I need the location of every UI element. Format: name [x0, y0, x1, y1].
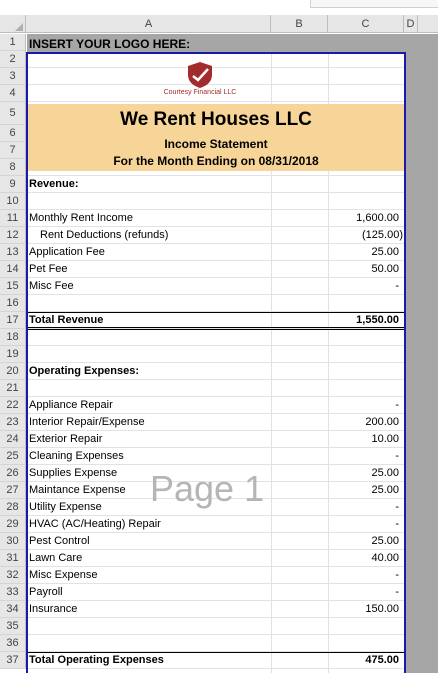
row-header[interactable]: 31 — [0, 550, 26, 567]
ribbon-edge — [310, 0, 438, 8]
total-revenue-top-rule — [27, 312, 405, 313]
expense-item-label[interactable]: Misc Expense — [29, 569, 98, 581]
row-header[interactable]: 24 — [0, 431, 26, 448]
row-header[interactable]: 14 — [0, 261, 26, 278]
expense-item-amount[interactable]: 40.00 — [371, 552, 399, 564]
expense-item-amount[interactable]: - — [395, 399, 399, 411]
expense-item-amount[interactable]: - — [395, 569, 399, 581]
expense-item-amount[interactable]: 25.00 — [371, 484, 399, 496]
company-name[interactable]: We Rent Houses LLC — [120, 109, 312, 130]
expense-item-label[interactable]: Utility Expense — [29, 501, 102, 513]
row-header[interactable]: 13 — [0, 244, 26, 261]
statement-title[interactable]: Income Statement — [164, 137, 268, 151]
expense-item-label[interactable]: Lawn Care — [29, 552, 83, 564]
row-header[interactable]: 9 — [0, 176, 26, 193]
row-header[interactable]: 27 — [0, 482, 26, 499]
expense-item-label[interactable]: Interior Repair/Expense — [29, 416, 145, 428]
total-expenses-label[interactable]: Total Operating Expenses — [29, 654, 164, 666]
row-header[interactable]: 8 — [0, 159, 26, 176]
expense-item-amount[interactable]: 25.00 — [371, 467, 399, 479]
row-header[interactable]: 10 — [0, 193, 26, 210]
logo-name: Courtesy Financial LLC — [163, 89, 237, 96]
expense-item-amount[interactable]: - — [395, 450, 399, 462]
total-revenue-amount[interactable]: 1,550.00 — [356, 314, 399, 326]
select-all-button[interactable] — [0, 15, 26, 33]
company-logo — [160, 60, 240, 102]
expense-item-amount[interactable]: 25.00 — [371, 535, 399, 547]
grid-row — [27, 329, 438, 346]
row-header[interactable]: 36 — [0, 635, 26, 652]
row-header[interactable]: 29 — [0, 516, 26, 533]
expense-item-label[interactable]: Insurance — [29, 603, 78, 615]
row-header[interactable]: 16 — [0, 295, 26, 312]
shield-check-icon — [160, 60, 240, 90]
total-underline — [27, 327, 405, 330]
row-header[interactable]: 5 — [0, 102, 26, 125]
statement-period[interactable]: For the Month Ending on 08/31/2018 — [113, 154, 319, 168]
expense-item-amount[interactable]: - — [395, 586, 399, 598]
column-header-c[interactable]: C — [328, 15, 404, 33]
row-header[interactable]: 17 — [0, 312, 26, 329]
grid-row — [27, 346, 438, 363]
row-header[interactable]: 4 — [0, 85, 26, 102]
column-header-row — [0, 15, 438, 33]
row-header[interactable]: 7 — [0, 142, 26, 159]
row-header[interactable]: 1 — [0, 34, 26, 51]
revenue-heading[interactable]: Revenue: — [29, 178, 79, 190]
row-header[interactable]: 28 — [0, 499, 26, 516]
expense-item-label[interactable]: Appliance Repair — [29, 399, 113, 411]
column-header-d[interactable]: D — [404, 15, 418, 33]
row-header[interactable]: 6 — [0, 125, 26, 142]
grid-row — [27, 618, 438, 635]
row-header[interactable]: 3 — [0, 68, 26, 85]
revenue-item-label[interactable]: Misc Fee — [29, 280, 74, 292]
expense-item-amount[interactable]: 150.00 — [365, 603, 399, 615]
row-header[interactable]: 22 — [0, 397, 26, 414]
expense-item-label[interactable]: Maintance Expense — [29, 484, 126, 496]
row-header[interactable]: 25 — [0, 448, 26, 465]
logo-prompt[interactable]: INSERT YOUR LOGO HERE: — [29, 37, 191, 51]
row-header[interactable]: 18 — [0, 329, 26, 346]
revenue-item-amount[interactable]: - — [395, 280, 399, 292]
column-header-a[interactable]: A — [27, 15, 271, 33]
revenue-item-label[interactable]: Pet Fee — [29, 263, 68, 275]
expense-item-label[interactable]: HVAC (AC/Heating) Repair — [29, 518, 161, 530]
expense-item-amount[interactable]: 10.00 — [371, 433, 399, 445]
grid-row — [27, 635, 438, 652]
column-header-b[interactable]: B — [271, 15, 328, 33]
row-header[interactable]: 32 — [0, 567, 26, 584]
revenue-item-amount[interactable]: 1,600.00 — [356, 212, 399, 224]
total-expenses-top-rule — [27, 652, 405, 653]
row-header[interactable]: 19 — [0, 346, 26, 363]
revenue-item-label[interactable]: Rent Deductions (refunds) — [40, 229, 169, 241]
expense-item-label[interactable]: Payroll — [29, 586, 63, 598]
title-strip — [0, 0, 438, 15]
expense-item-label[interactable]: Supplies Expense — [29, 467, 118, 479]
page-watermark: Page 1 — [150, 468, 265, 509]
total-revenue-label[interactable]: Total Revenue — [29, 314, 104, 326]
row-header[interactable]: 33 — [0, 584, 26, 601]
revenue-item-amount[interactable]: 50.00 — [371, 263, 399, 275]
row-header[interactable]: 35 — [0, 618, 26, 635]
row-header[interactable]: 26 — [0, 465, 26, 482]
grid-row — [27, 193, 438, 210]
expense-item-label[interactable]: Pest Control — [29, 535, 90, 547]
row-header[interactable]: 23 — [0, 414, 26, 431]
revenue-item-amount[interactable]: (125.00) — [362, 229, 403, 241]
expense-item-label[interactable]: Exterior Repair — [29, 433, 103, 445]
expense-item-amount[interactable]: - — [395, 518, 399, 530]
revenue-item-label[interactable]: Application Fee — [29, 246, 105, 258]
row-header[interactable]: 2 — [0, 51, 26, 68]
grid-row — [27, 295, 438, 312]
row-header[interactable]: 21 — [0, 380, 26, 397]
row-header[interactable]: 34 — [0, 601, 26, 618]
row-header[interactable]: 12 — [0, 227, 26, 244]
revenue-item-amount[interactable]: 25.00 — [371, 246, 399, 258]
grid-row — [27, 380, 438, 397]
row-header[interactable]: 37 — [0, 652, 26, 669]
total-expenses-amount[interactable]: 475.00 — [365, 654, 399, 666]
row-header[interactable]: 30 — [0, 533, 26, 550]
grid-row — [27, 176, 438, 193]
expenses-heading[interactable]: Operating Expenses: — [29, 365, 140, 377]
non-print-area-right — [406, 34, 438, 673]
row-header[interactable]: 11 — [0, 210, 26, 227]
expense-item-amount[interactable]: - — [395, 501, 399, 513]
row-header[interactable]: 20 — [0, 363, 26, 380]
expense-item-label[interactable]: Cleaning Expenses — [29, 450, 124, 462]
row-header[interactable]: 15 — [0, 278, 26, 295]
revenue-item-label[interactable]: Monthly Rent Income — [29, 212, 133, 224]
expense-item-amount[interactable]: 200.00 — [365, 416, 399, 428]
